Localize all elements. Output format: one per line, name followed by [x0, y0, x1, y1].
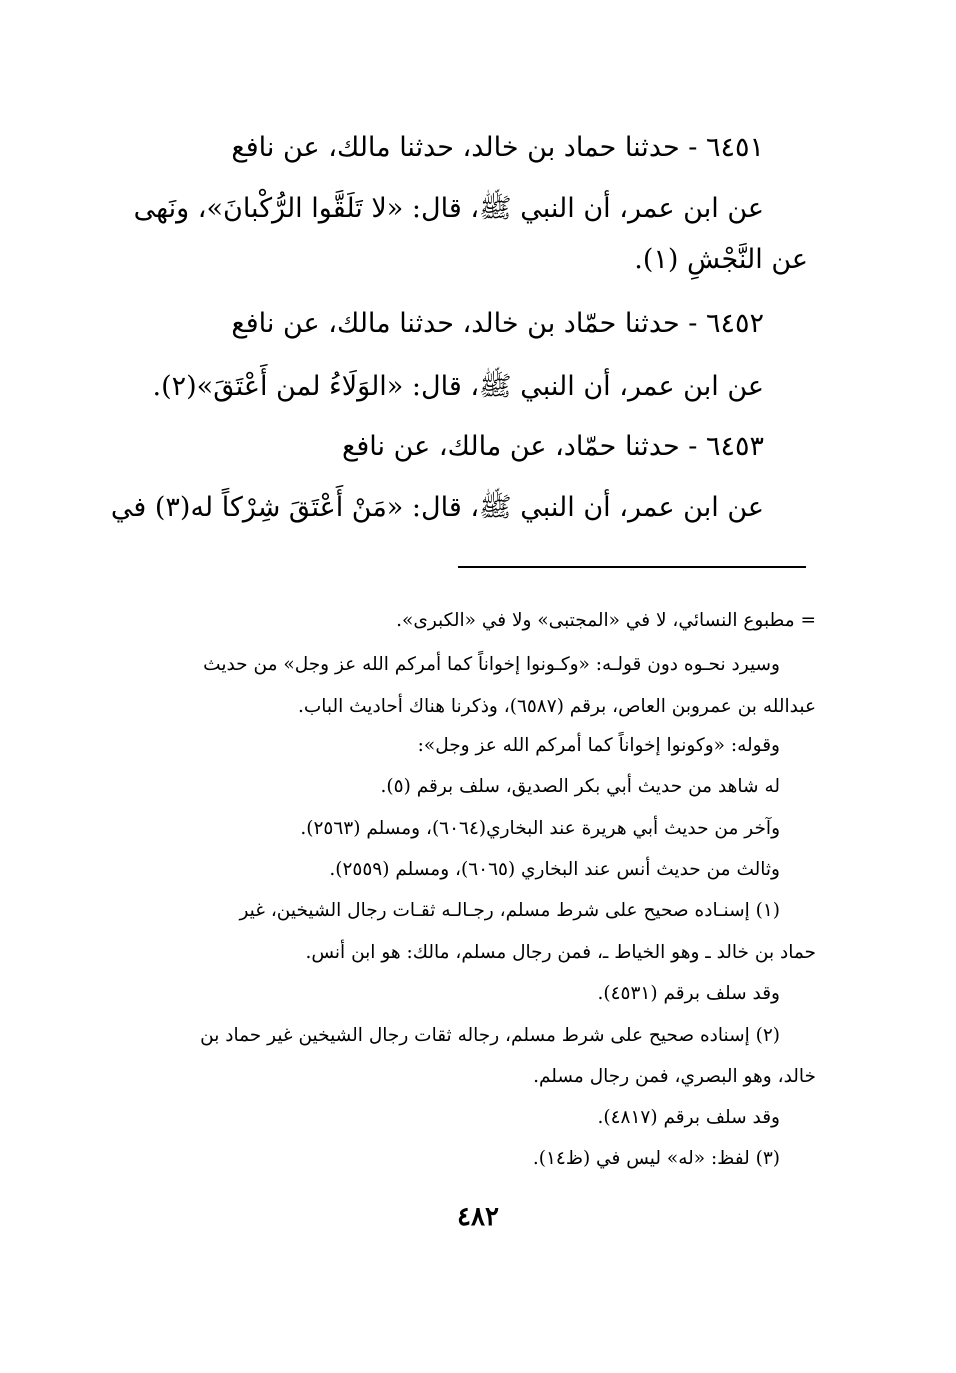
hadith-6452-isnad: ٦٤٥٢ - حدثنا حمّاد بن خالد، حدثنا مالك، عن نافع: [231, 308, 764, 339]
footnote-line: (٢) إسناده صحيح على شرط مسلم، رجاله ثقات رجال الشيخين غير حماد بن: [200, 1025, 780, 1046]
page-number: ٤٨٢: [457, 1202, 499, 1232]
footnote-line: له شاهد من حديث أبي بكر الصديق، سلف برقم (٥).: [380, 776, 780, 797]
footnote-line: وآخر من حديث أبي هريرة عند البخاري(٦٠٦٤)، ومسلم (٢٥٦٣).: [300, 818, 780, 839]
footnote-line: خالد، وهو البصري، فمن رجال مسلم.: [533, 1066, 816, 1087]
footnote-line: (٣) لفظ: «له» ليس في (ظ١٤).: [532, 1148, 780, 1169]
hadith-6451-matn-line-1: عن ابن عمر، أن النبي ﷺ، قال: «لا تَلَقَّوا الرُّكْبانَ»، ونَهى: [133, 193, 764, 224]
footnote-line: وقد سلف برقم (٤٥٣١).: [597, 983, 780, 1004]
hadith-6451-matn-line-2: عن النَّجْشِ (١).: [634, 244, 808, 275]
footnote-line: وقد سلف برقم (٤٨١٧).: [597, 1107, 780, 1128]
footnote-line: وثالث من حديث أنس عند البخاري (٦٠٦٥)، ومسلم (٢٥٥٩).: [329, 859, 780, 880]
footnote-line: وسيرد نحـوه دون قولـه: «وكـونوا إخواناً كما أمركم الله عز وجل» من حديث: [203, 654, 780, 675]
hadith-6451-isnad: ٦٤٥١ - حدثنا حماد بن خالد، حدثنا مالك، عن نافع: [231, 132, 764, 163]
footnote-line: وقوله: «وكونوا إخواناً كما أمركم الله عز وجل»:: [417, 735, 780, 756]
footnote-line: عبدالله بن عمروبن العاص، برقم (٦٥٨٧)، وذكرنا هناك أحاديث الباب.: [297, 696, 816, 717]
footnote-separator: [458, 566, 806, 568]
footnote-line: حماد بن خالد ـ وهو الخياط ـ، فمن رجال مسلم، مالك: هو ابن أنس.: [305, 942, 816, 963]
hadith-6452-matn: عن ابن عمر، أن النبي ﷺ، قال: «الوَلَاءُ لمن أَعْتَقَ»(٢).: [152, 371, 764, 402]
hadith-6453-isnad: ٦٤٥٣ - حدثنا حمّاد، عن مالك، عن نافع: [342, 431, 764, 462]
footnote-line: (١) إسنـاده صحيح على شرط مسلم، رجـالـه ثقـات رجال الشيخين، غير: [239, 900, 780, 921]
hadith-6453-matn: عن ابن عمر، أن النبي ﷺ، قال: «مَنْ أَعْتَقَ شِرْكاً له(٣) في: [110, 492, 764, 523]
footnote-line: = مطبوع النسائي، لا في «المجتبى» ولا في «الكبرى».: [396, 610, 816, 631]
